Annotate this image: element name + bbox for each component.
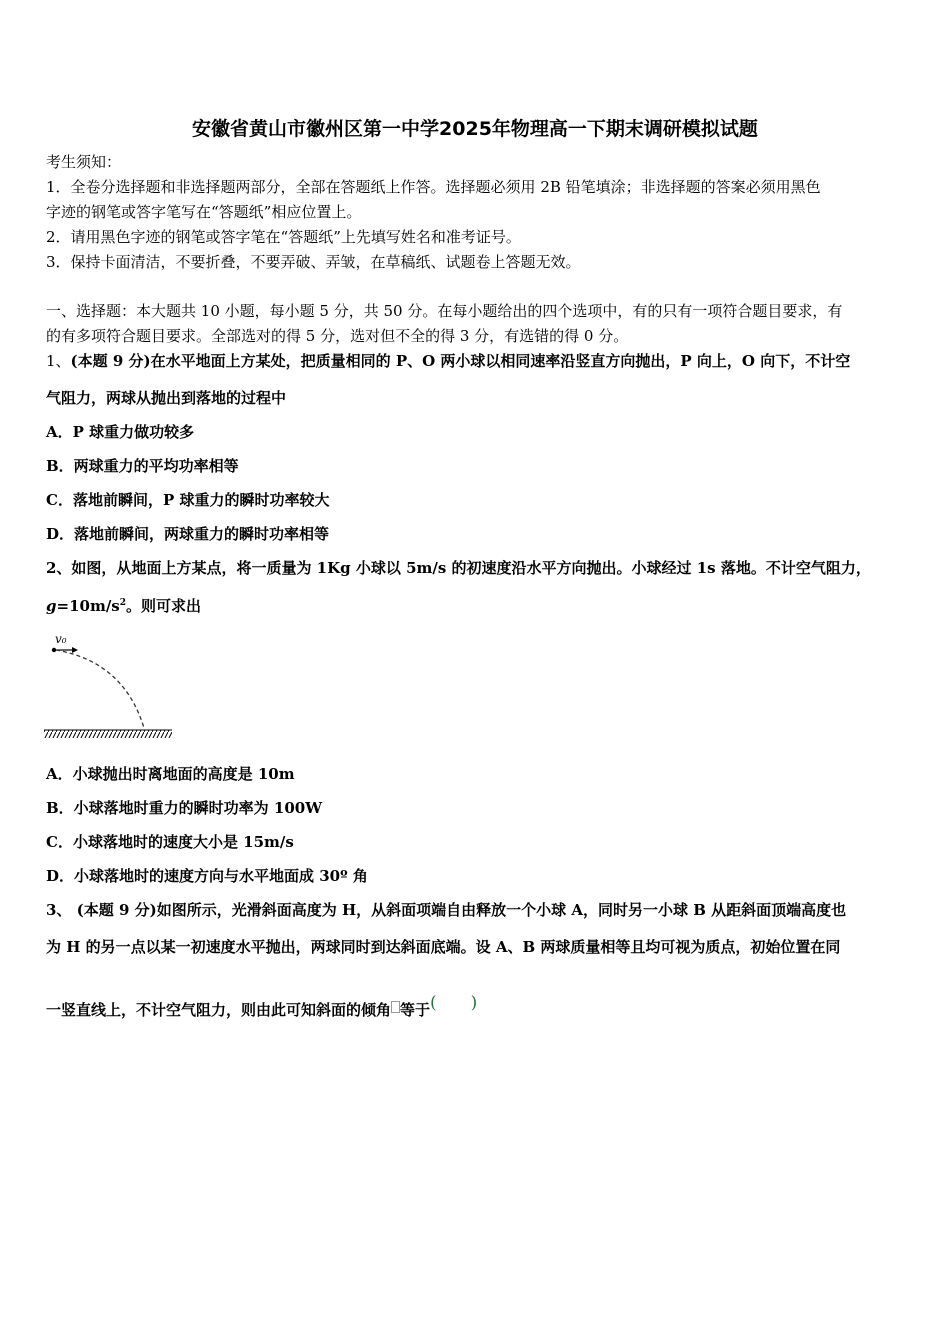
question-3-text: 一竖直线上，不计空气阻力，则由此可知斜面的倾角 [46,1001,392,1019]
question-3-stem-cont: 为 H 的另一点以某一初速度水平抛出，两球同时到达斜面底端。设 A、B 两球质量相等且均可视为质点，初始位置在同 [46,938,841,956]
question-1-text: (本题 9 分)在水平地面上方某处，把质量相同的 P、O 两小球以相同速率沿竖直方向抛出，P 向上，O 向下，不计空 [70,352,851,370]
section-instructions: 的有多项符合题目要求。全部选对的得 5 分，选对但不全的得 3 分，有选错的得 0 分。 [46,327,629,345]
question-1-number: 1、 [46,352,71,370]
gravity-exponent: 2 [119,598,127,608]
question-2-option-c: C．小球落地时的速度大小是 15m/s [46,833,294,851]
question-3-stem-end [46,993,478,1020]
section-instructions: 一、选择题：本大题共 10 小题，每小题 5 分，共 50 分。在每小题给出的四个选项中，有的只有一项符合题目要求，有 [46,302,843,320]
trajectory-curve [56,650,144,728]
question-2-tail: 。则可求出 [126,597,202,615]
notice-item: 字迹的钢笔或答字笔写在“答题纸”相应位置上。 [46,203,362,221]
question-2-option-d: D．小球落地时的速度方向与水平地面成 30º 角 [46,867,368,885]
gravity-symbol: g [46,597,57,615]
question-1-option-b: B．两球重力的平均功率相等 [46,457,239,475]
question-2-option-a: A．小球抛出时离地面的高度是 10m [46,765,295,783]
notice-item: 2．请用黑色字迹的钢笔或答字笔在“答题纸”上先填写姓名和准考证号。 [46,228,521,246]
projectile-diagram [44,628,176,742]
notice-item: 1．全卷分选择题和非选择题两部分，全部在答题纸上作答。选择题必须用 2B 铅笔填涂；非选择题的答案必须用黑色 [46,178,821,196]
question-2-stem: 2、如图，从地面上方某点，将一质量为 1Kg 小球以 5m/s 的初速度沿水平方向抛出。小球经过 1s 落地。不计空气阻力， [46,559,871,577]
launch-point [52,648,56,652]
question-1-option-d: D．落地前瞬间，两球重力的瞬时功率相等 [46,525,330,543]
question-1-option-c: C．落地前瞬间，P 球重力的瞬时功率较大 [46,491,330,509]
page-title: 安徽省黄山市徽州区第一中学2025年物理高一下期末调研模拟试题 [192,118,758,140]
notice-heading: 考生须知： [46,153,122,171]
answer-blank: ( ) [430,993,478,1013]
velocity-arrowhead [72,647,78,653]
question-1-stem [46,351,850,371]
initial-velocity-label: v₀ [55,632,67,646]
question-2-stem-cont [46,596,201,616]
gravity-value: =10m/s [56,597,120,615]
question-1-option-a: A．P 球重力做功较多 [46,423,195,441]
question-3-stem: 3、 (本题 9 分)如图所示，光滑斜面高度为 H，从斜面项端自由释放一个小球 A，同时另一小球 B 从距斜面顶端高度也 [46,901,847,919]
question-1-stem-cont: 气阻力，两球从抛出到落地的过程中 [46,389,287,407]
ground-hatch [44,730,172,738]
question-3-equals: 等于 [400,1001,431,1019]
angle-symbol-placeholder [391,1001,400,1013]
notice-item: 3．保持卡面清洁，不要折叠，不要弄破、弄皱，在草稿纸、试题卷上答题无效。 [46,253,581,271]
question-2-option-b: B．小球落地时重力的瞬时功率为 100W [46,799,323,817]
